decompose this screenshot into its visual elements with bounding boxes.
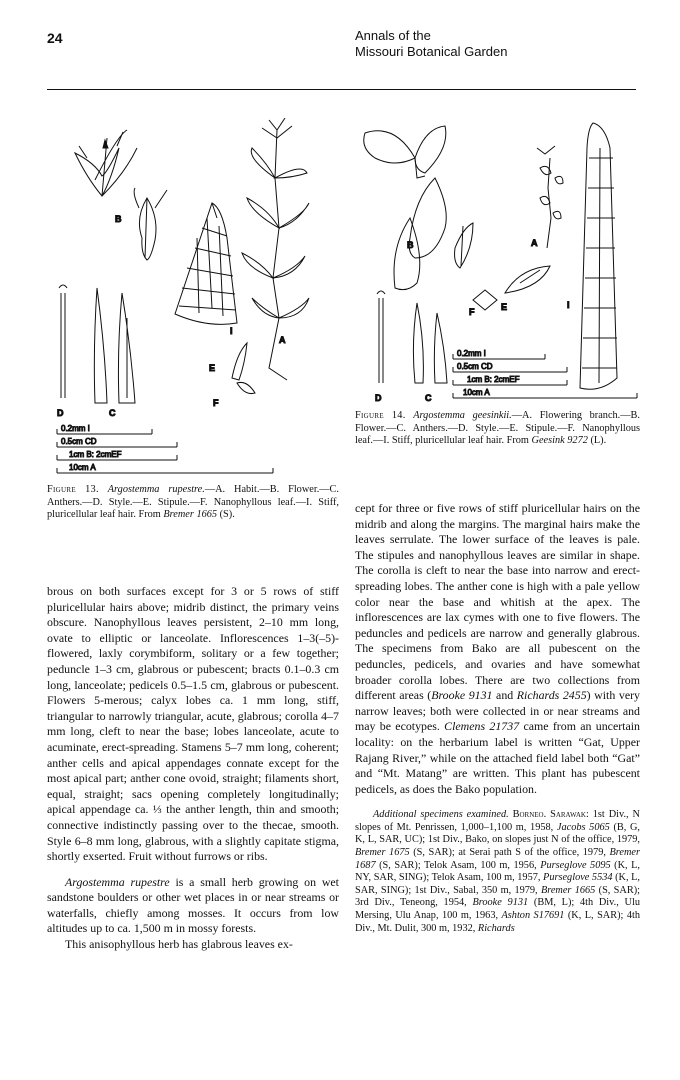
page-number: 24 — [47, 30, 63, 46]
spec-text-7: (S, SAR); 3rd Div., Teneong, 1954, — [355, 884, 640, 909]
spec-collector-8: Ashton S17691 — [501, 910, 565, 922]
figure-14-label-b: B — [407, 240, 414, 250]
figure-14-scale-b-ef: 1cm B: 2cmEF — [467, 375, 520, 384]
figure-13-illustration — [47, 118, 327, 483]
figure-13-caption-text: —A. Habit.—B. Flower.—C. Anthers.—D. Style.—E. Stipule.—F. Nanophyllous leaf.—I. Stiff, pluricellular leaf hair. From — [47, 484, 340, 521]
spec-collector-2: Bremer 1675 — [355, 847, 410, 859]
figure-14-scale-i: 0.2mm I — [457, 349, 486, 358]
figure-13-leaf-hair — [175, 203, 237, 324]
left-paragraph-3: This anisophyllous herb has glabrous leaves ex- — [65, 937, 293, 952]
journal-title — [355, 28, 507, 60]
spec-text-9: (K, L, SAR); 4th Div., Mt. Dulit, 300 m, 1932, — [355, 910, 640, 934]
spec-text-5: (K, L, NY, SAR, SING); Telok Asam, 100 m, 1957, — [355, 859, 641, 884]
figure-14-style-anthers — [377, 291, 447, 383]
figure-13-caption-collector: Bremer 1665 — [163, 509, 218, 521]
spec-collector-3: Bremer 1687 — [355, 847, 640, 871]
figure-14-caption-species: Argostemma geesinkii. — [413, 410, 512, 421]
left-paragraph-2-species: Argostemma rupestre — [65, 874, 170, 889]
right-text-3: ) with very narrow leaves; both were collected in or near streams and may be ecotypes. — [355, 688, 640, 734]
figure-13-scale-bars — [57, 424, 273, 473]
right-text-1: cept for three or five rows of stiff pluricellular hairs on the midrib and along the margins. The marginal hairs make the leaves serrulate. The lower surface of the leaves is pale. The stipules and nanophyllous leaves are similar in shape. The corolla is cleft to near the base into narrow and erect-spreading lobes. The anther cone is high with a pale yellow color near the base and whitish at the apex. The inflorescences are lax cymes with one to five flowers. The peduncles and pedicels are narrow and generally glabrous. The specimens from Bako are all pubescent on the peduncles, pedicels, and ovaries and have somewhat broader corolla lobes. There are two collections from different areas ( — [355, 501, 640, 703]
figure-14-illustration — [355, 118, 645, 408]
figure-13-label-c: C — [109, 408, 116, 418]
left-paragraph-1: brous on both surfaces except for 3 or 5 rows of stiff pluricellular hairs above; midrib distinct, the primary veins obscure. Nanophyllous leaves persistent, 2–10 mm long, ovate to elliptic or lanceolate. Inflorescences 1–3(–5)-flowered, laxly corymbiform, solitary or a few together; peduncle 1–3 cm, glabrous or pubescent; bracts 0.1–0.3 cm long, lanceolate; pedicels 0.5–1.5 cm, glabrous or pubescent. Flowers 5-merous; calyx lobes ca. 1 mm long, stiff, triangular to narrowly triangular, acute, glabrous; corolla 4–7 mm long, cleft to near the base; lobes lanceolate, acute to acuminate, erect-spreading. Stamens 5–7 mm long, coherent; anther cells and apical appendages connate except for the most apical part; anther cone ovoid, straight; filaments short, equal, straight; sacs opening completely longitudinally; apical appendage ca. ⅓ the anther length, thin and smooth; connective indistinctly passing over to the thecae, smooth. Style 6–8 mm long, glabrous, with a slightly capitate stigma, shortly exserted. Fruit without furrows or ribs. — [47, 584, 339, 864]
figure-13-scale-b-ef: 1cm B: 2cmEF — [69, 450, 122, 459]
right-column — [355, 501, 640, 935]
left-paragraph-2-text: is a small herb growing on wet sandstone boulders or other wet places in or near streams or waterfalls, chiefly among mosses. It occurs from low altitudes up to ca. 1,500 m in mossy forests. — [47, 874, 339, 936]
journal-title-line1: Annals of the — [355, 28, 431, 43]
right-collector-2: Richards 2455 — [516, 688, 587, 703]
spec-text-8: (BM, L); 4th Div., Ulu Mersing, Ulu Anap, 100 m, 1963, — [355, 897, 640, 922]
spec-text-3: (S, SAR); at Serai path S of the office, 1979, — [409, 847, 610, 859]
figure-13-scale-cd: 0.5cm CD — [61, 437, 97, 446]
figure-13-scale-i: 0.2mm I — [61, 424, 90, 433]
right-text-2: and — [492, 688, 517, 703]
figure-14-caption — [355, 410, 640, 448]
spec-collector-9: Richards — [477, 922, 515, 934]
figure-14-caption-label: Figure 14. — [355, 410, 406, 421]
figure-14-scale-a: 10cm A — [463, 388, 490, 397]
header-rule — [47, 89, 636, 90]
specimens-heading: Additional specimens examined. — [373, 809, 509, 821]
figure-14-label-i: I — [567, 300, 570, 310]
figure-14-flower — [364, 126, 446, 178]
spec-text-2: (B, G, K, L, SAR, UC); 1st Div., Bako, on slopes just N of the office, 1979, — [355, 821, 640, 846]
figure-13-style — [59, 285, 67, 398]
journal-title-line2: Missouri Botanical Garden — [355, 44, 508, 59]
figure-14-flower-b — [394, 178, 473, 290]
specimens-region: Borneo. Sarawak: — [512, 809, 589, 821]
figure-13-caption-species: Argostemma rupestre. — [107, 484, 205, 495]
figure-13-caption-end: (S). — [217, 509, 235, 521]
figure-14-label-e: E — [501, 302, 508, 312]
figure-13-label-e: E — [209, 363, 216, 373]
figure-13-anthers — [94, 288, 135, 403]
figure-14-caption-text: —A. Flowering branch.—B. Flower.—C. Anthers.—D. Style.—E. Stipule.—F. Nanophyllous leaf.—I. Stiff, pluricellular leaf hair. From — [355, 410, 640, 447]
figure-13-flower-b — [134, 188, 167, 260]
figure-14-caption-end: (L). — [587, 435, 607, 447]
figure-14-leaf-hair — [580, 123, 617, 389]
figure-13-label-d: D — [57, 408, 64, 418]
right-collector-3: Clemens 21737 — [444, 719, 520, 734]
figure-13-label-b: B — [115, 214, 122, 224]
figure-14-branch — [537, 146, 563, 248]
figure-14-stipule-leaf — [473, 266, 550, 310]
spec-text-1: 1st Div., N slopes of Mt. Penrissen, 1,000–1,100 m, 1958, — [355, 809, 640, 833]
figure-13-label-f: F — [213, 398, 219, 408]
figure-14-label-c: C — [425, 393, 432, 403]
figure-14-scale-cd: 0.5cm CD — [457, 362, 493, 371]
figure-14-scale-bars — [453, 349, 637, 398]
right-text-4: came from an uncertain locality: on the herbarium label is written “Gat, Upper Rajang River,” while on the attached field label both “Gat” and “Mt. Matang” are written. This plant has pubescent pedicels, as does the Bako population. — [355, 719, 641, 796]
figure-13-label-i: I — [230, 326, 233, 336]
figure-13-caption — [47, 484, 339, 522]
figure-13-label-a: A — [279, 335, 286, 345]
specimens-examined — [355, 809, 640, 935]
figure-14-label-d: D — [375, 393, 382, 403]
figure-13-caption-label: Figure 13. — [47, 484, 99, 495]
spec-collector-5: Purseglove 5534 — [543, 872, 613, 884]
spec-text-4: (S, SAR); Telok Asam, 100 m, 1956, — [375, 859, 541, 871]
figure-13-scale-a: 10cm A — [69, 463, 96, 472]
figure-13-flower — [75, 130, 137, 196]
spec-collector-1: Jacobs 5065 — [556, 821, 610, 833]
figure-14-caption-collector: Geesink 9272 — [531, 435, 588, 447]
spec-collector-7: Brooke 9131 — [472, 897, 529, 909]
figure-14-label-a: A — [531, 238, 538, 248]
figure-13-habit — [242, 118, 309, 380]
right-paragraph-1 — [355, 501, 640, 797]
spec-collector-6: Bremer 1665 — [540, 884, 596, 896]
left-paragraph-2 — [47, 875, 339, 937]
spec-collector-4: Purseglove 5095 — [540, 859, 611, 871]
figure-14-label-f: F — [469, 307, 475, 317]
right-collector-1: Brooke 9131 — [431, 688, 493, 703]
figure-13-stipule — [232, 343, 255, 394]
spec-text-6: (K, L, SAR, SING); 1st Div., Sabal, 350 m, 1979, — [355, 872, 640, 896]
left-column — [47, 584, 339, 953]
